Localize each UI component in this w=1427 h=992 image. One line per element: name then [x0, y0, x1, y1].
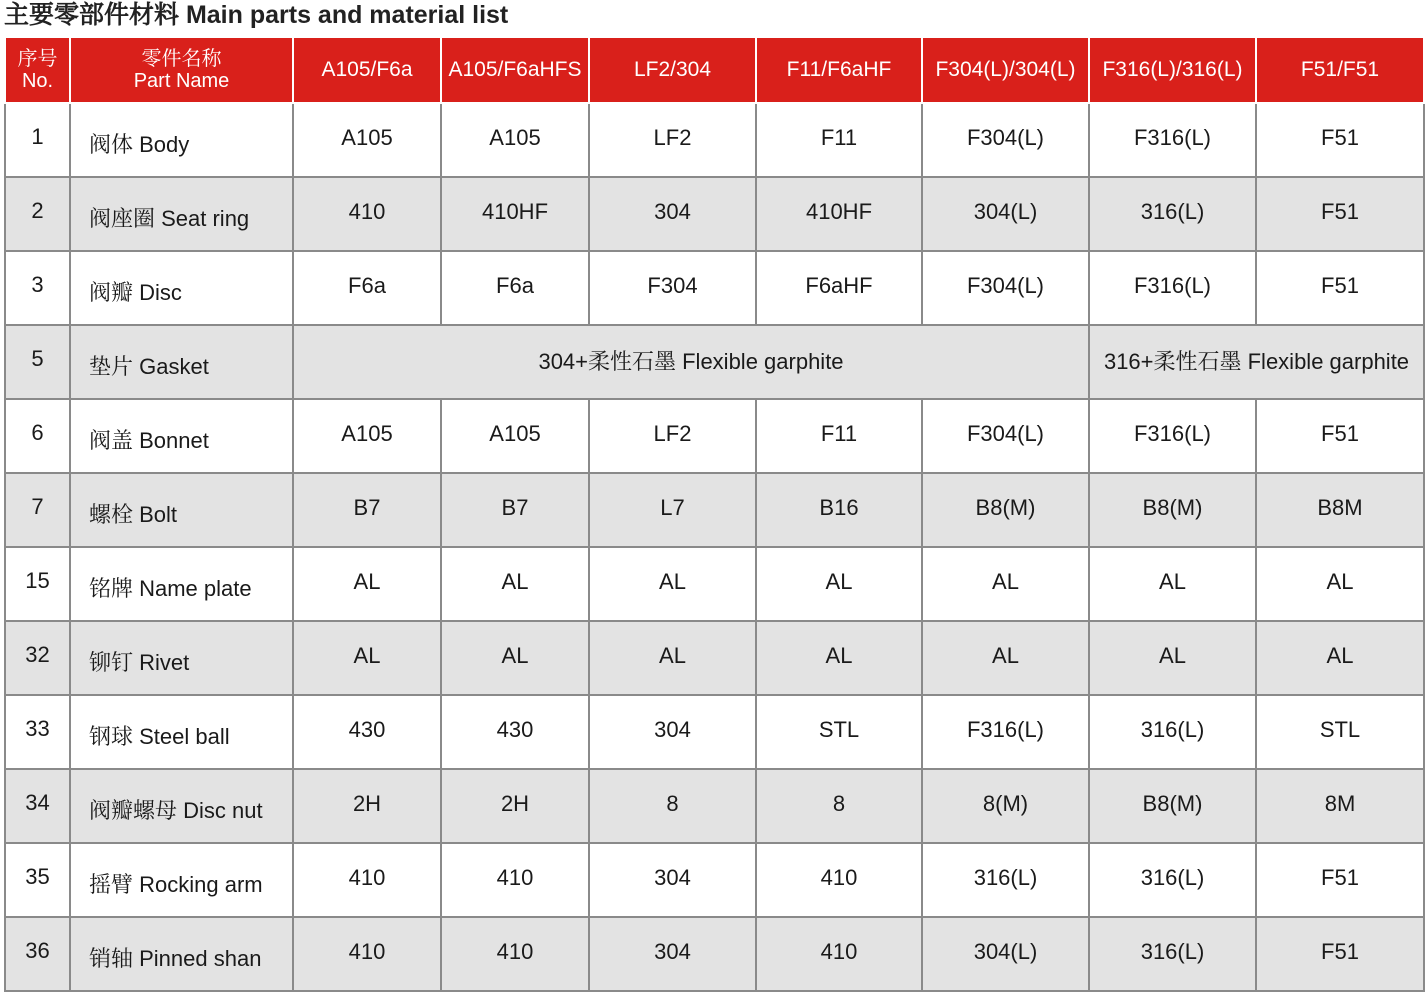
material-merged-cell: 304+柔性石墨 Flexible garphite	[293, 325, 1089, 399]
material-cell: F51	[1256, 177, 1424, 251]
header-no-en: No.	[21, 70, 54, 92]
material-cell: F51	[1256, 917, 1424, 991]
material-cell: LF2	[589, 103, 756, 177]
row-number: 36	[5, 917, 70, 991]
part-name: 阀瓣螺母 Disc nut	[70, 769, 293, 843]
table-row	[5, 473, 1424, 547]
material-cell: AL	[756, 621, 922, 695]
row-number: 6	[5, 399, 70, 473]
material-cell: F6aHF	[756, 251, 922, 325]
material-cell: B8(M)	[1089, 473, 1256, 547]
table-row	[5, 547, 1424, 621]
material-cell: A105	[441, 103, 589, 177]
material-cell: 316(L)	[1089, 843, 1256, 917]
material-cell: 304	[589, 843, 756, 917]
part-name: 阀盖 Bonnet	[70, 399, 293, 473]
table-row	[5, 399, 1424, 473]
row-number: 1	[5, 103, 70, 177]
row-number: 7	[5, 473, 70, 547]
material-cell: 410	[756, 843, 922, 917]
material-merged-cell: 316+柔性石墨 Flexible garphite	[1089, 325, 1424, 399]
part-name: 阀瓣 Disc	[70, 251, 293, 325]
material-cell: B7	[441, 473, 589, 547]
row-number: 33	[5, 695, 70, 769]
material-cell: A105	[293, 399, 441, 473]
material-cell: 8	[756, 769, 922, 843]
part-name: 摇臂 Rocking arm	[70, 843, 293, 917]
material-cell: B8(M)	[1089, 769, 1256, 843]
material-cell: AL	[756, 547, 922, 621]
table-body	[5, 103, 1424, 991]
table-row	[5, 917, 1424, 991]
page-title: 主要零部件材料 Main parts and material list	[4, 1, 509, 29]
material-cell: AL	[589, 621, 756, 695]
material-cell: AL	[589, 547, 756, 621]
material-cell: 410	[441, 843, 589, 917]
material-cell: 410	[441, 917, 589, 991]
material-cell: 430	[293, 695, 441, 769]
material-cell: 316(L)	[1089, 177, 1256, 251]
part-name: 垫片 Gasket	[70, 325, 293, 399]
part-name: 阀座圈 Seat ring	[70, 177, 293, 251]
material-cell: F6a	[441, 251, 589, 325]
material-cell: AL	[293, 621, 441, 695]
table-row	[5, 843, 1424, 917]
row-number: 3	[5, 251, 70, 325]
material-cell: 410	[756, 917, 922, 991]
row-number: 35	[5, 843, 70, 917]
part-name: 螺栓 Bolt	[70, 473, 293, 547]
header-material: A105/F6a	[293, 37, 441, 103]
material-cell: 410	[293, 917, 441, 991]
part-name: 铭牌 Name plate	[70, 547, 293, 621]
material-cell: F51	[1256, 843, 1424, 917]
table-row	[5, 695, 1424, 769]
material-cell: 410HF	[441, 177, 589, 251]
material-cell: AL	[922, 547, 1089, 621]
material-cell: F304(L)	[922, 103, 1089, 177]
material-cell: 304	[589, 695, 756, 769]
material-cell: AL	[293, 547, 441, 621]
material-cell: F316(L)	[1089, 399, 1256, 473]
row-number: 32	[5, 621, 70, 695]
row-number: 5	[5, 325, 70, 399]
material-cell: F304	[589, 251, 756, 325]
material-cell: L7	[589, 473, 756, 547]
header-part-name-en: Part Name	[133, 70, 230, 92]
material-cell: A105	[293, 103, 441, 177]
material-cell: 304(L)	[922, 177, 1089, 251]
material-cell: F304(L)	[922, 251, 1089, 325]
material-cell: F304(L)	[922, 399, 1089, 473]
table-row	[5, 177, 1424, 251]
header-part-name	[70, 37, 293, 103]
material-cell: 8M	[1256, 769, 1424, 843]
material-cell: 304	[589, 917, 756, 991]
header-part-name-cn: 零件名称	[141, 48, 222, 70]
material-cell: 2H	[293, 769, 441, 843]
material-cell: F316(L)	[922, 695, 1089, 769]
material-cell: F11	[756, 103, 922, 177]
header-no-cn: 序号	[17, 48, 58, 70]
row-number: 2	[5, 177, 70, 251]
material-cell: 304(L)	[922, 917, 1089, 991]
material-cell: 316(L)	[1089, 695, 1256, 769]
material-cell: AL	[922, 621, 1089, 695]
table-row	[5, 621, 1424, 695]
table-row	[5, 325, 1424, 399]
material-cell: B7	[293, 473, 441, 547]
material-cell: B8(M)	[922, 473, 1089, 547]
material-cell: F316(L)	[1089, 251, 1256, 325]
header-row	[5, 37, 1424, 103]
header-material: F304(L)/304(L)	[922, 37, 1089, 103]
table-row	[5, 769, 1424, 843]
material-cell: 304	[589, 177, 756, 251]
material-cell: F6a	[293, 251, 441, 325]
material-cell: 8(M)	[922, 769, 1089, 843]
material-cell: 316(L)	[922, 843, 1089, 917]
material-cell: A105	[441, 399, 589, 473]
material-cell: F11	[756, 399, 922, 473]
header-material: F51/F51	[1256, 37, 1424, 103]
material-cell: 410HF	[756, 177, 922, 251]
material-cell: F51	[1256, 251, 1424, 325]
material-cell: AL	[1256, 547, 1424, 621]
material-cell: LF2	[589, 399, 756, 473]
part-name: 铆钉 Rivet	[70, 621, 293, 695]
material-cell: 410	[293, 177, 441, 251]
header-no	[5, 37, 70, 103]
material-cell: 410	[293, 843, 441, 917]
material-cell: AL	[1256, 621, 1424, 695]
material-cell: 8	[589, 769, 756, 843]
row-number: 34	[5, 769, 70, 843]
material-cell: B8M	[1256, 473, 1424, 547]
part-name: 钢球 Steel ball	[70, 695, 293, 769]
header-material: LF2/304	[589, 37, 756, 103]
part-name: 销轴 Pinned shan	[70, 917, 293, 991]
material-cell: F51	[1256, 103, 1424, 177]
material-cell: STL	[1256, 695, 1424, 769]
material-cell: AL	[1089, 621, 1256, 695]
material-cell: 316(L)	[1089, 917, 1256, 991]
material-cell: F51	[1256, 399, 1424, 473]
material-cell: AL	[1089, 547, 1256, 621]
header-material: F11/F6aHF	[756, 37, 922, 103]
row-number: 15	[5, 547, 70, 621]
table-row	[5, 103, 1424, 177]
materials-table	[4, 36, 1425, 992]
material-cell: 430	[441, 695, 589, 769]
header-material: F316(L)/316(L)	[1089, 37, 1256, 103]
material-cell: 2H	[441, 769, 589, 843]
material-cell: B16	[756, 473, 922, 547]
material-cell: AL	[441, 621, 589, 695]
header-material: A105/F6aHFS	[441, 37, 589, 103]
part-name: 阀体 Body	[70, 103, 293, 177]
material-cell: AL	[441, 547, 589, 621]
material-cell: F316(L)	[1089, 103, 1256, 177]
material-cell: STL	[756, 695, 922, 769]
table-row	[5, 251, 1424, 325]
